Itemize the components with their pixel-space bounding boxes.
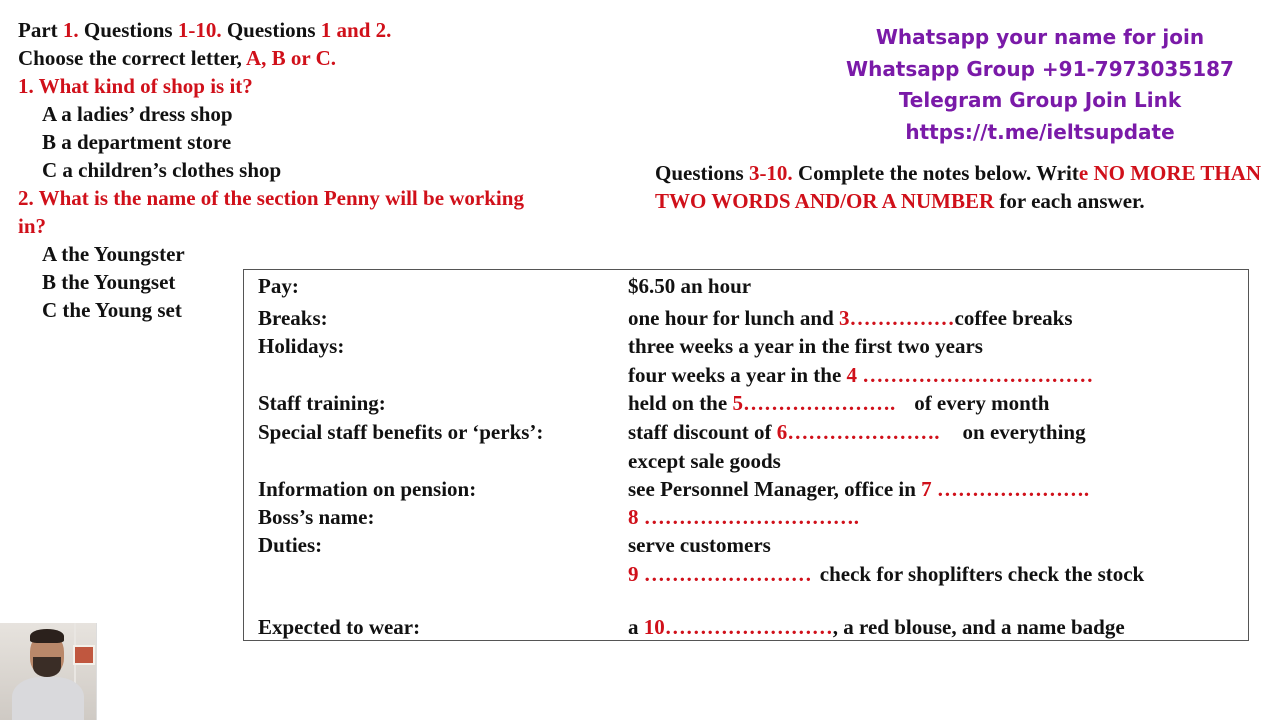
choose-instruction: Choose the correct letter, A, B or C.	[18, 46, 337, 70]
staff-training-label: Staff training:	[258, 391, 386, 415]
holidays-label: Holidays:	[258, 334, 345, 358]
answer-blank-10: 10……………………	[643, 615, 833, 639]
question-2: 2. What is the name of the section Penny will be working	[18, 186, 524, 210]
questions-3-10-instructions: Questions 3-10. Complete the notes below. Write NO MORE THAN TWO WORDS AND/OR A NUMBER for each answer.	[655, 161, 1262, 213]
q1-option-c: C a children’s clothes shop	[42, 158, 282, 182]
answer-blank-8: 8 ………………………….	[628, 505, 859, 529]
breaks-value: one hour for lunch and 3……………coffee breaks	[628, 306, 1073, 330]
question-1: 1. What kind of shop is it?	[18, 74, 253, 98]
q1-option-a: A a ladies’ dress shop	[42, 102, 233, 126]
duties-value-1: serve customers	[628, 533, 771, 557]
answer-blank-6: 6………………….	[776, 420, 940, 444]
q2-option-b: B the Youngset	[42, 270, 176, 294]
duties-value-2: 9 …………………… check for shoplifters check the stock	[628, 562, 1145, 586]
promo-whatsapp-number: Whatsapp Group +91-7973035187	[846, 56, 1234, 81]
part-heading: Part 1. Questions 1-10. Questions 1 and 2.	[18, 18, 392, 42]
holidays-value-1: three weeks a year in the first two years	[628, 334, 983, 358]
duties-label: Duties:	[258, 533, 323, 557]
notes-table	[243, 269, 1249, 641]
pension-label: Information on pension:	[258, 477, 477, 501]
q1-option-b: B a department store	[42, 130, 232, 154]
presenter-webcam	[0, 623, 97, 720]
perks-label: Special staff benefits or ‘perks’:	[258, 420, 544, 444]
question-2-continued: in?	[18, 214, 47, 238]
perks-value-2: except sale goods	[628, 449, 781, 473]
q2-option-a: A the Youngster	[42, 242, 185, 266]
q2-option-c: C the Young set	[42, 298, 182, 322]
expected-to-wear-label: Expected to wear:	[258, 615, 421, 639]
staff-training-value: held on the 5…………………. of every month	[628, 391, 1050, 415]
answer-blank-4: 4 ……………………………	[846, 363, 1094, 387]
pay-label: Pay:	[258, 274, 299, 298]
promo-telegram-link: https://t.me/ieltsupdate	[905, 119, 1175, 144]
pension-value: see Personnel Manager, office in 7 ………………….	[628, 477, 1090, 501]
holidays-value-2: four weeks a year in the 4 ……………………………	[628, 363, 1094, 387]
answer-blank-5: 5………………….	[732, 391, 896, 415]
expected-to-wear-value: a 10……………………, a red blouse, and a name badge	[628, 615, 1125, 639]
promo-telegram-line: Telegram Group Join Link	[898, 88, 1182, 112]
pay-value: $6.50 an hour	[628, 274, 752, 298]
answer-blank-7: 7 ………………….	[921, 477, 1090, 501]
perks-value: staff discount of 6…………………. on everything	[628, 420, 1086, 444]
breaks-label: Breaks:	[258, 306, 328, 330]
answer-blank-9: 9 ……………………	[628, 562, 812, 586]
promo-join-line: Whatsapp your name for join	[875, 25, 1205, 49]
boss-name-label: Boss’s name:	[258, 505, 375, 529]
wall-picture	[73, 645, 95, 665]
whatsapp-promo	[820, 22, 1260, 148]
answer-blank-3: 3……………	[839, 306, 955, 330]
